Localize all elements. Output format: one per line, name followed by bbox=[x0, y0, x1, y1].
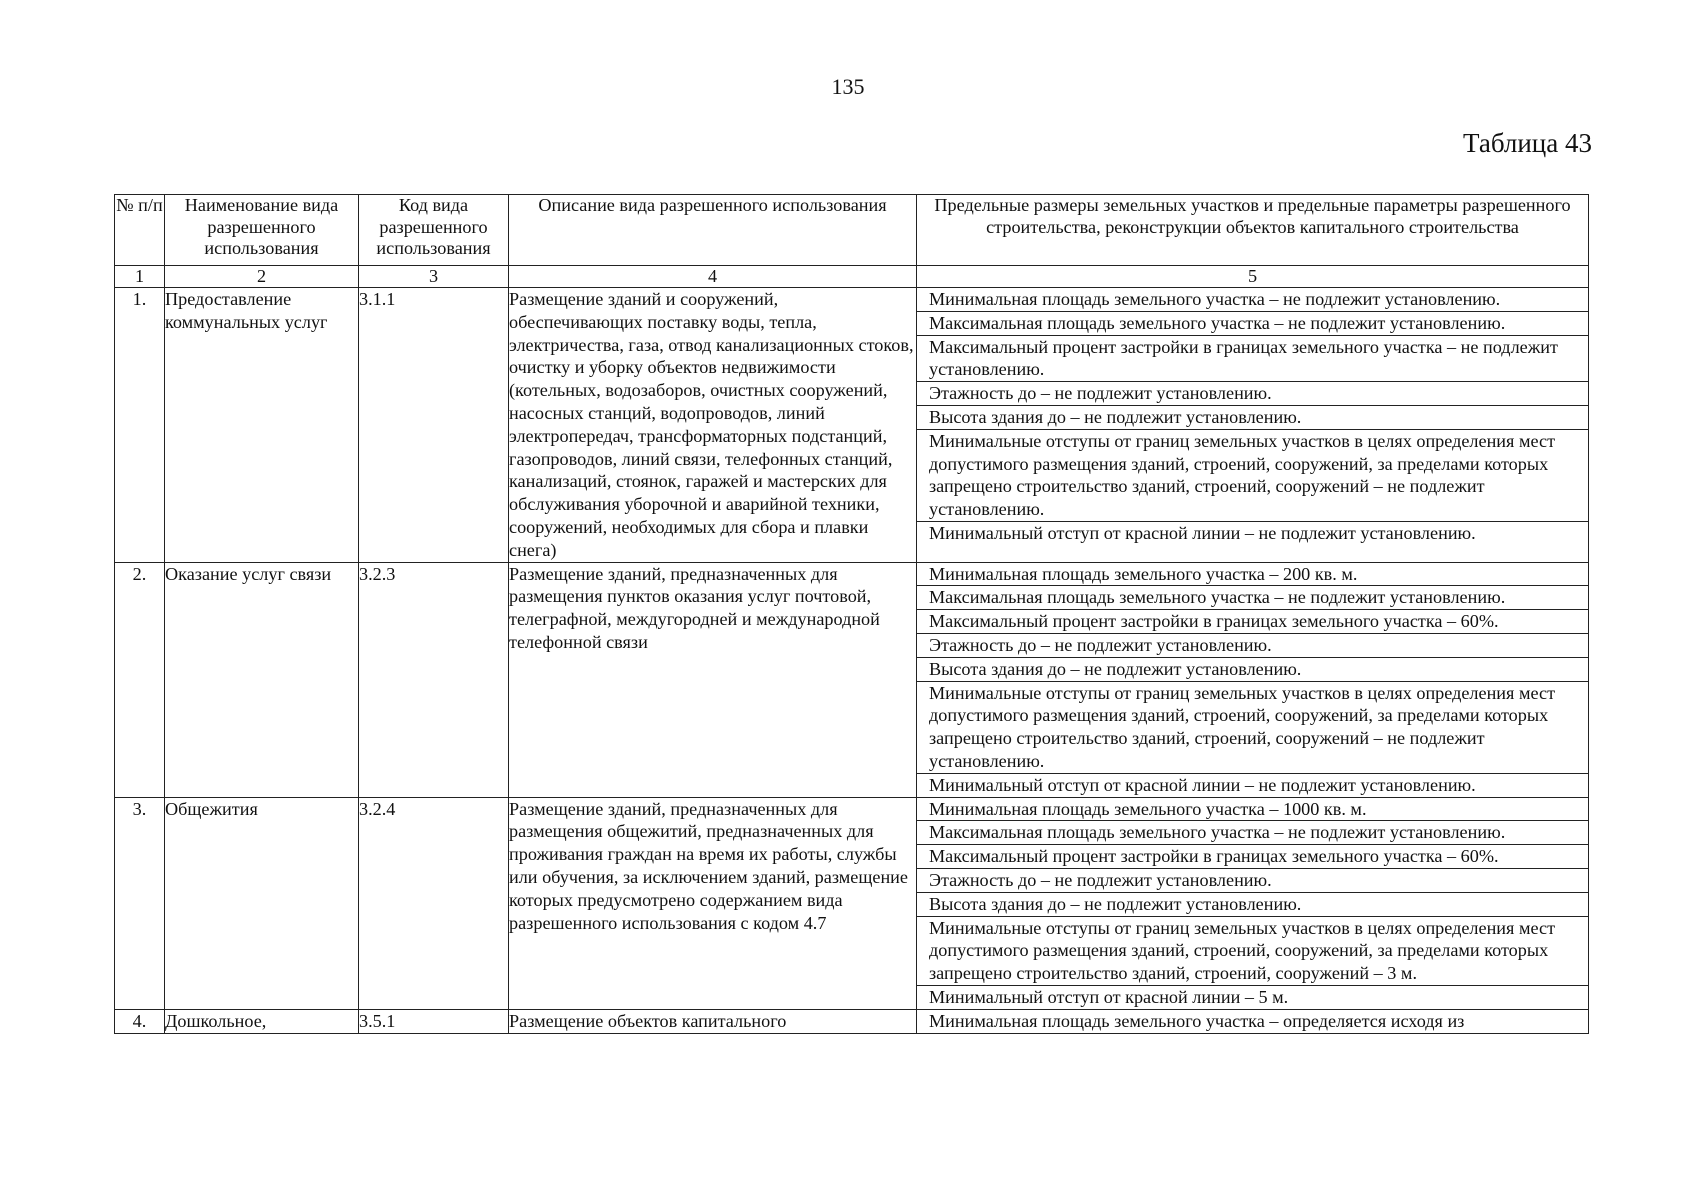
use-name: Общежития bbox=[165, 797, 359, 1009]
row-number: 1. bbox=[115, 288, 165, 563]
land-use-table bbox=[114, 194, 1589, 1034]
column-number: 1 bbox=[115, 266, 165, 288]
column-number-row bbox=[115, 266, 1589, 288]
header-description: Описание вида разрешенного использования bbox=[509, 195, 917, 266]
param-max-area: Максимальная площадь земельного участка – не подлежит установлению. bbox=[917, 821, 1588, 845]
param-height: Высота здания до – не подлежит установлению. bbox=[917, 405, 1588, 429]
row-number: 3. bbox=[115, 797, 165, 1009]
use-description: Размещение зданий, предназначенных для размещения общежитий, предназначенных для проживания граждан на время их работы, службы или обучения, за исключением зданий, размещение которых предусмотрено содержанием вида разрешенного использования с кодом 4.7 bbox=[509, 797, 917, 1009]
column-number: 2 bbox=[165, 266, 359, 288]
header-code: Код вида разрешенного использования bbox=[359, 195, 509, 266]
param-floors: Этажность до – не подлежит установлению. bbox=[917, 382, 1588, 406]
params-cell bbox=[917, 562, 1589, 797]
table-caption: Таблица 43 bbox=[1463, 128, 1592, 158]
param-min-area: Минимальная площадь земельного участка – 1000 кв. м. bbox=[917, 798, 1588, 821]
param-max-coverage: Максимальный процент застройки в границах земельного участка – 60%. bbox=[917, 845, 1588, 869]
params-list bbox=[917, 1010, 1588, 1033]
params-list bbox=[917, 798, 1588, 1009]
use-code: 3.1.1 bbox=[359, 288, 509, 563]
row-number: 4. bbox=[115, 1009, 165, 1033]
param-red-line-setback: Минимальный отступ от красной линии – не подлежит установлению. bbox=[929, 522, 1476, 543]
params-list bbox=[917, 563, 1588, 797]
param-setbacks: Минимальные отступы от границ земельных участков в целях определения мест допустимого размещения зданий, строений, сооружений, за пределами которых запрещено строительство зданий, строений, сооружений – 3 м. bbox=[917, 916, 1588, 985]
param-height: Высота здания до – не подлежит установлению. bbox=[917, 657, 1588, 681]
param-red-line-setback: Минимальный отступ от красной линии – не подлежит установлению. bbox=[929, 774, 1476, 795]
header-num: № п/п bbox=[115, 195, 165, 266]
params-list bbox=[917, 288, 1588, 545]
table-row bbox=[115, 797, 1589, 1009]
use-description: Размещение объектов капитального bbox=[509, 1009, 917, 1033]
param-red-line-setback: Минимальный отступ от красной линии – 5 м. bbox=[929, 986, 1289, 1007]
header-params: Предельные размеры земельных участков и предельные параметры разрешенного строительства, реконструкции объектов капитального строительства bbox=[917, 195, 1589, 266]
params-cell bbox=[917, 288, 1589, 563]
use-name: Предоставление коммунальных услуг bbox=[165, 288, 359, 563]
row-number: 2. bbox=[115, 562, 165, 797]
use-name: Дошкольное, bbox=[165, 1009, 359, 1033]
use-name: Оказание услуг связи bbox=[165, 562, 359, 797]
table-row bbox=[115, 288, 1589, 563]
use-description: Размещение зданий и сооружений, обеспечивающих поставку воды, тепла, электричества, газа, отвод канализационных стоков, очистку и уборку объектов недвижимости (котельных, водозаборов, очистных сооружений, насосных станций, водопроводов, линий электропередач, трансформаторных подстанций, газопроводов, линий связи, телефонных станций, канализаций, стоянок, гаражей и мастерских для обслуживания уборочной и аварийной техники, сооружений, необходимых для сбора и плавки снега) bbox=[509, 288, 917, 563]
param-min-area: Минимальная площадь земельного участка – определяется исходя из bbox=[929, 1010, 1465, 1031]
column-number: 5 bbox=[917, 266, 1589, 288]
use-code: 3.2.3 bbox=[359, 562, 509, 797]
params-cell bbox=[917, 797, 1589, 1009]
use-description: Размещение зданий, предназначенных для размещения пунктов оказания услуг почтовой, телеграфной, междугородней и международной телефонной связи bbox=[509, 562, 917, 797]
page-number: 135 bbox=[831, 74, 865, 99]
use-code: 3.5.1 bbox=[359, 1009, 509, 1033]
table-row bbox=[115, 562, 1589, 797]
param-max-area: Максимальная площадь земельного участка – не подлежит установлению. bbox=[917, 311, 1588, 335]
param-floors: Этажность до – не подлежит установлению. bbox=[917, 633, 1588, 657]
param-min-area: Минимальная площадь земельного участка – 200 кв. м. bbox=[917, 563, 1588, 586]
param-max-area: Максимальная площадь земельного участка – не подлежит установлению. bbox=[917, 586, 1588, 610]
column-number: 3 bbox=[359, 266, 509, 288]
param-height: Высота здания до – не подлежит установлению. bbox=[917, 892, 1588, 916]
table-header-row bbox=[115, 195, 1589, 266]
param-setbacks: Минимальные отступы от границ земельных участков в целях определения мест допустимого размещения зданий, строений, сооружений, за пределами которых запрещено строительство зданий, строений, сооружений – не подлежит установлению. bbox=[917, 681, 1588, 773]
param-max-coverage: Максимальный процент застройки в границах земельного участка – не подлежит установлению. bbox=[917, 335, 1588, 382]
param-max-coverage: Максимальный процент застройки в границах земельного участка – 60%. bbox=[917, 610, 1588, 634]
column-number: 4 bbox=[509, 266, 917, 288]
params-cell bbox=[917, 1009, 1589, 1033]
param-min-area: Минимальная площадь земельного участка – не подлежит установлению. bbox=[917, 288, 1588, 311]
param-floors: Этажность до – не подлежит установлению. bbox=[917, 868, 1588, 892]
param-setbacks: Минимальные отступы от границ земельных участков в целях определения мест допустимого размещения зданий, строений, сооружений, за пределами которых запрещено строительство зданий, строений, сооружений – не подлежит установлению. bbox=[917, 429, 1588, 521]
header-name: Наименование вида разрешенного использования bbox=[165, 195, 359, 266]
use-code: 3.2.4 bbox=[359, 797, 509, 1009]
table-row bbox=[115, 1009, 1589, 1033]
